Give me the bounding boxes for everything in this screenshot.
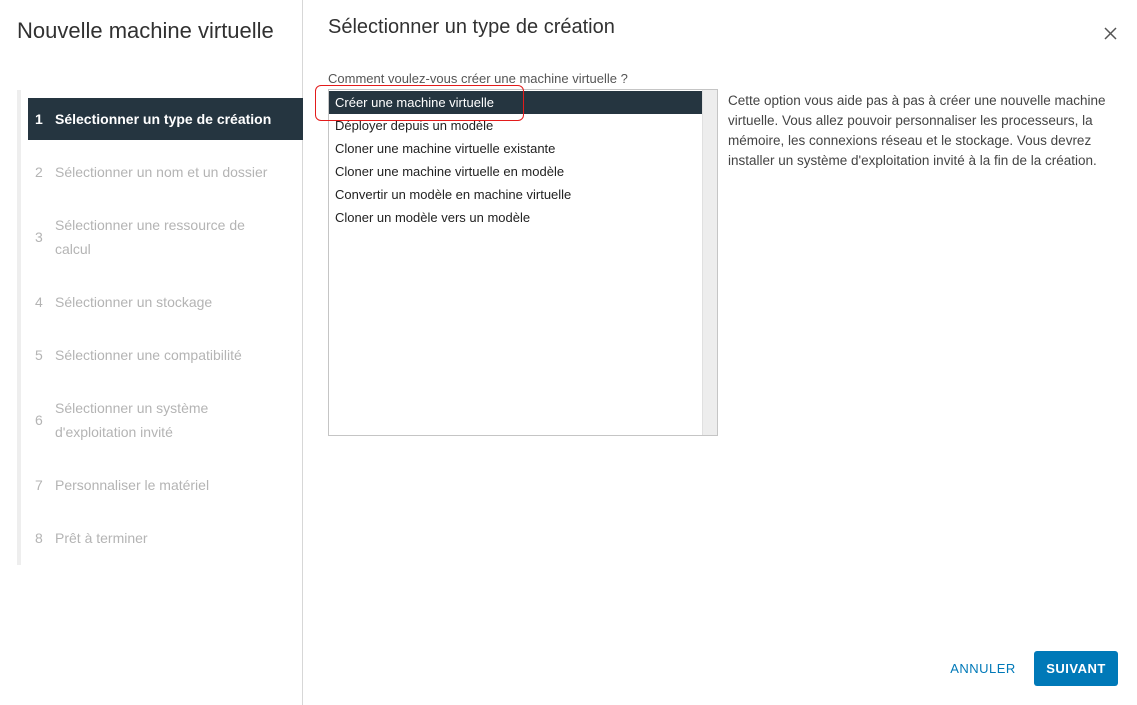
step-label: Sélectionner un système d'exploitation invité [55,400,209,440]
wizard-title: Nouvelle machine virtuelle [17,18,274,43]
step-select-creation-type[interactable] [28,98,303,140]
step-select-compatibility [28,343,303,367]
step-label: Sélectionner une ressource de calcul [55,217,245,257]
close-icon [1099,22,1121,44]
next-button[interactable]: SUIVANT [1034,651,1118,686]
step-number: 8 [35,530,43,546]
step-ready-to-complete [28,526,303,550]
step-label: Prêt à terminer [55,530,148,546]
list-scrollbar[interactable] [702,90,717,435]
step-select-compute-resource [28,213,303,261]
step-number: 6 [35,412,43,428]
option-description: Cette option vous aide pas à pas à créer une nouvelle machine virtuelle. Vous allez pouvoir personnaliser les processeurs, la mémoire, les connexions réseau et le stockage. Vous devrez installer un système d'exploitation invité à la fin de la création. [728,93,1106,168]
step-select-guest-os [28,396,303,444]
step-number: 7 [35,477,43,493]
wizard-sidebar [0,0,303,705]
step-label: Personnaliser le matériel [55,477,210,493]
option-deploy-from-template[interactable]: Déployer depuis un modèle [335,118,494,133]
option-clone-vm-to-template[interactable]: Cloner une machine virtuelle en modèle [335,164,565,179]
creation-type-list[interactable] [328,89,718,436]
step-label: Sélectionner un nom et un dossier [55,164,268,180]
page-title: Sélectionner un type de création [328,16,615,38]
wizard-steps [17,90,303,565]
step-customize-hardware [28,473,303,497]
step-number: 1 [35,111,43,127]
option-create-vm[interactable]: Créer une machine virtuelle [329,91,703,114]
step-number: 3 [35,229,43,245]
step-select-name-folder [28,160,303,184]
step-number: 5 [35,347,43,363]
step-select-storage [28,290,303,314]
close-button[interactable] [1099,22,1121,44]
step-number: 4 [35,294,43,310]
step-label: Sélectionner un stockage [55,294,213,310]
cancel-button[interactable]: ANNULER [938,651,1028,686]
step-label: Sélectionner un type de création [55,111,272,127]
creation-type-question: Comment voulez-vous créer une machine virtuelle ? [328,71,628,86]
option-clone-template-to-template[interactable]: Cloner un modèle vers un modèle [335,210,531,225]
step-label: Sélectionner une compatibilité [55,347,242,363]
step-number: 2 [35,164,43,180]
option-convert-template-to-vm[interactable]: Convertir un modèle en machine virtuelle [335,187,572,202]
option-clone-existing-vm[interactable]: Cloner une machine virtuelle existante [335,141,556,156]
